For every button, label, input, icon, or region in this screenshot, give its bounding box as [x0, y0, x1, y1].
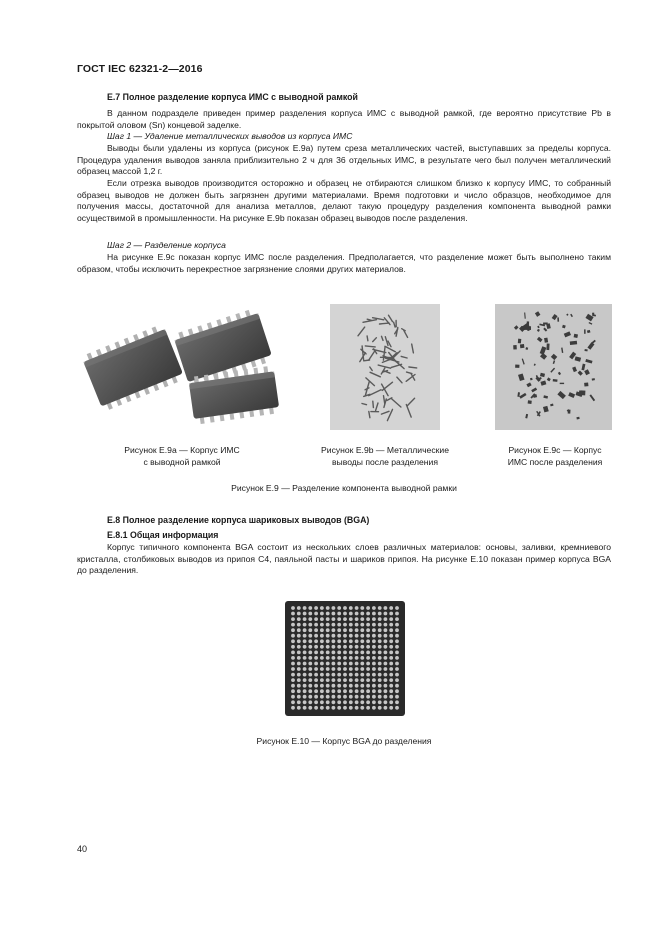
figure-e9c-caption	[480, 445, 630, 468]
paragraph: Выводы были удалены из корпуса (рисунок Е.9а) путем среза металлических частей, выступавших за пределы корпуса. Процедура удаления выводов заняла приблизительно 2 ч для 36 отдельных ИМС, в результате чего был получен металлический образец массой 1,2 г.	[77, 143, 611, 177]
caption-line: Рисунок Е.9с — Корпус	[508, 445, 602, 455]
paragraph: На рисунке Е.9с показан корпус ИМС после разделения. Предполагается, что разделение может быть выполнено таким образом, чтобы исключить перекрестное загрязнение слоями других материалов.	[77, 252, 611, 274]
subsection-heading-e8-1: Е.8.1 Общая информация	[107, 530, 219, 540]
paragraph: Если отрезка выводов производится осторожно и образец не отбираются слишком близко к корпусу ИМС, то собранный образец выводов не должен быть загрязнен другими материалами. Время подготовки и число образцов, необходимое для получения массы, достаточной для анализа металлов, делают такую процедуру разделения компонента выводной рамки осуществимой в промышленности. На рисунке Е.9b показан образец выводов после разделения.	[77, 178, 611, 223]
section-heading-e8: Е.8 Полное разделение корпуса шариковых выводов (BGA)	[107, 515, 370, 525]
caption-line: Рисунок Е.9b — Металлические	[321, 445, 449, 455]
caption-line: выводы после разделения	[331, 456, 438, 467]
figure-e9c-image	[495, 304, 612, 430]
document-header: ГОСТ IEC 62321-2—2016	[77, 63, 203, 75]
figure-e9b-image	[330, 304, 440, 430]
section-heading-e7: Е.7 Полное разделение корпуса ИМС с выводной рамкой	[107, 92, 358, 102]
caption-line: с выводной рамкой	[143, 456, 221, 467]
figure-e9b-caption	[300, 445, 470, 468]
paragraph: В данном подразделе приведен пример разделения корпуса ИМС с выводной рамкой, где вероятно присутствие Pb в покрытой оловом (Sn) концевой заделке.	[77, 108, 611, 130]
page-number: 40	[77, 844, 88, 854]
caption-line: ИМС после разделения	[507, 456, 603, 467]
figure-e9-caption: Рисунок Е.9 — Разделение компонента выводной рамки	[231, 483, 457, 493]
paragraph: Корпус типичного компонента BGA состоит из нескольких слоев различных материалов: основы, заливки, кремниевого кристалла, столбиковых выводов из припоя С4, паяльной пасты и шариков припоя. На рисунке Е.10 показан пример корпуса BGA до разделения.	[77, 542, 611, 576]
figure-e10-image	[282, 598, 408, 719]
step-heading: Шаг 1 — Удаление металлических выводов из корпуса ИМС	[107, 131, 353, 141]
caption-line: Рисунок Е.9а — Корпус ИМС	[124, 445, 240, 455]
figure-e10-caption: Рисунок Е.10 — Корпус BGA до разделения	[256, 736, 432, 746]
step-heading: Шаг 2 — Разделение корпуса	[107, 240, 226, 250]
figure-e9a-image	[77, 295, 287, 435]
figure-e9a-caption	[97, 445, 267, 468]
